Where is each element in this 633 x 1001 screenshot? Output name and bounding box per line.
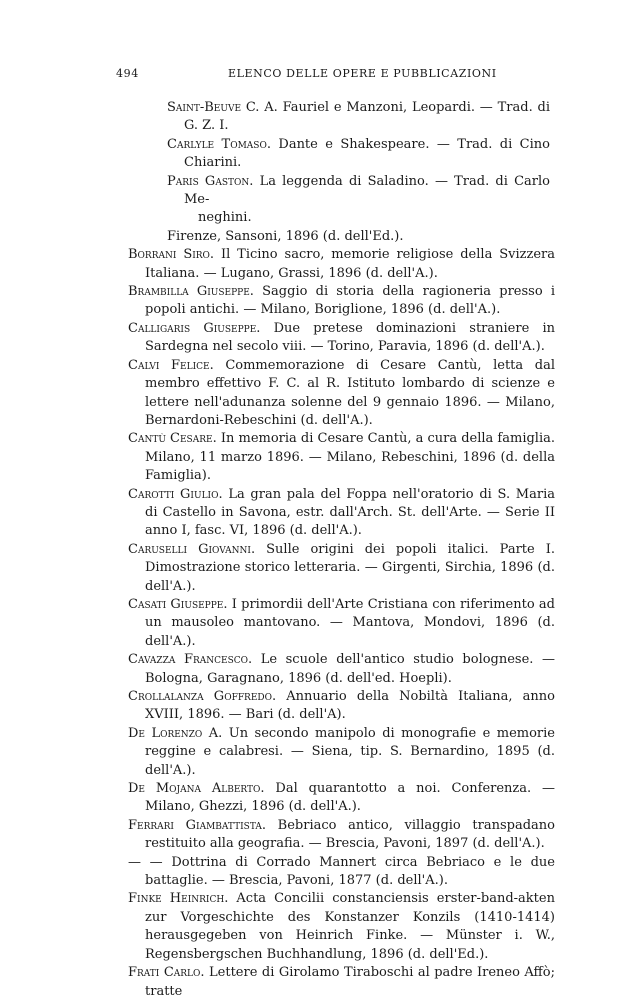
page-header <box>116 67 541 85</box>
entry <box>167 99 550 136</box>
entry-author: Saint-Beuve C. A. <box>167 100 278 115</box>
entry <box>128 320 555 357</box>
entry-text: Saggio di storia della ragioneria presso i popoli antichi. — Milano, Boriglione, 1896 (d. dell'A.). <box>145 284 556 318</box>
entry-text: Dal quarantotto a noi. Conferenza. — Milano, Ghezzi, 1896 (d. dell'A.). <box>145 781 555 815</box>
entry-author: Ferrari Giambattista. <box>128 817 266 833</box>
entry-author: Cavazza Francesco. <box>128 652 253 668</box>
entry-text: Due pretese dominazioni straniere in Sardegna nel secolo viii. — Torino, Paravia, 1896 (d. dell'A.). <box>145 320 555 355</box>
entry <box>128 596 555 651</box>
entry-author: Caruselli Giovanni. <box>128 541 256 557</box>
entry-text: Bebriaco antico, villaggio transpadano restituito alla geografia. — Brescia, Pavoni, 1897 (d. dell'A.). <box>145 817 555 852</box>
entry-author: Calligaris Giuseppe. <box>128 320 261 336</box>
entry-author: Borrani Siro. <box>128 247 215 263</box>
entry-text: Le scuole dell'antico studio bolognese. — Bologna, Garagnano, 1896 (d. dell'ed. Hoepli). <box>145 652 555 686</box>
entry-text: La leggenda di Saladino. — Trad. di Carlo Me- <box>184 173 550 208</box>
entry-author: Finke Heinrich. <box>128 891 229 907</box>
entry-continuation: neghini. <box>198 210 252 226</box>
entry-text: Lettere di Girolamo Tiraboschi al padre Ireneo Affò; tratte <box>145 965 555 999</box>
entry <box>128 725 555 780</box>
entry <box>128 854 555 891</box>
entry <box>128 283 556 320</box>
page-number: 494 <box>116 67 139 80</box>
entry-author: Casati Giuseppe. <box>128 596 228 612</box>
entry-author: De Lorenzo A. <box>128 725 223 741</box>
entry <box>128 246 555 283</box>
entry-author: Carlyle Tomaso. <box>167 136 271 152</box>
entry-text: Fauriel e Manzoni, Leopardi. — Trad. di G. Z. I. <box>184 100 550 134</box>
entry-author: Carotti Giulio. <box>128 486 223 502</box>
entry <box>128 688 555 725</box>
entry-author: Paris Gaston. <box>167 173 254 189</box>
entry-author: Crollalanza Goffredo. <box>128 689 277 704</box>
entry-author: — — <box>128 854 163 870</box>
entry <box>128 780 555 817</box>
entry-author: De Mojana Alberto. <box>128 781 265 797</box>
entry <box>128 651 555 688</box>
entry <box>128 486 555 541</box>
entry-author: Calvi Felice. <box>128 357 214 373</box>
entry-text: In memoria di Cesare Cantù, a cura della famiglia. Milano, 11 marzo 1896. — Milano, Rebeschini, 1896 (d. della Famiglia). <box>145 431 555 484</box>
entry-text: Annuario della Nobiltà Italiana, anno XVIII, 1896. — Bari (d. dell'A). <box>145 689 555 723</box>
entry <box>167 228 550 246</box>
entry-list <box>0 99 633 1001</box>
entry <box>167 136 550 173</box>
entry-author: Cantù Cesare. <box>128 431 217 447</box>
entry-text: Dante e Shakespeare. — Trad. di Cino Chiarini. <box>184 136 550 171</box>
entry-text: Dottrina di Corrado Mannert circa Bebriaco e le due battaglie. — Brescia, Pavoni, 1877 (d. dell'A.). <box>145 854 555 889</box>
entry <box>128 964 555 1001</box>
entry-text: La gran pala del Foppa nell'oratorio di S. Maria di Castello in Savona, estr. dall'Arch. St. dell'Arte. — Serie II anno I, fasc. VI, 1896 (d. dell'A.). <box>145 486 555 539</box>
entry-text: Sulle origini dei popoli italici. Parte I. Dimostrazione storico letteraria. — Girgenti, Sirchia, 1896 (d. dell'A.). <box>145 541 556 594</box>
entry-text: Il Ticino sacro, memorie religiose della Svizzera Italiana. — Lugano, Grassi, 1896 (d. dell'A.). <box>145 247 555 281</box>
entry-author: Brambilla Giuseppe. <box>128 284 254 300</box>
entry <box>128 541 556 596</box>
running-title: ELENCO DELLE OPERE E PUBBLICAZIONI <box>228 67 497 80</box>
entry <box>128 890 555 964</box>
entry <box>128 430 555 485</box>
entry <box>128 817 555 854</box>
entry-text: Un secondo manipolo di monografie e memorie reggine e calabresi. — Siena, tip. S. Bernardino, 1895 (d. dell'A.). <box>145 725 555 778</box>
entry-text: Acta Concilii constanciensis erster-band-akten zur Vorgeschichte des Konstanzer Konzils (1410-1414) herausgegeben von Heinrich Finke. — Münster i. W., Regensbergschen Buchhandlung, 1896 (d. dell'Ed.). <box>145 891 555 962</box>
entry <box>128 357 555 431</box>
entry-text: Commemorazione di Cesare Cantù, letta dal membro effettivo F. C. al R. Istituto lombardo di scienze e lettere nell'adunanza solenne del 9 gennaio 1896. — Milano, Bernardoni-Rebeschini (d. dell'A.). <box>145 357 555 428</box>
entry-text: Firenze, Sansoni, 1896 (d. dell'Ed.). <box>167 228 404 244</box>
entry-author: Frati Carlo. <box>128 965 205 981</box>
entry-text: I primordii dell'Arte Cristiana con riferimento ad un mausoleo mantovano. — Mantova, Mondovi, 1896 (d. dell'A.). <box>145 596 555 649</box>
entry <box>167 173 550 228</box>
